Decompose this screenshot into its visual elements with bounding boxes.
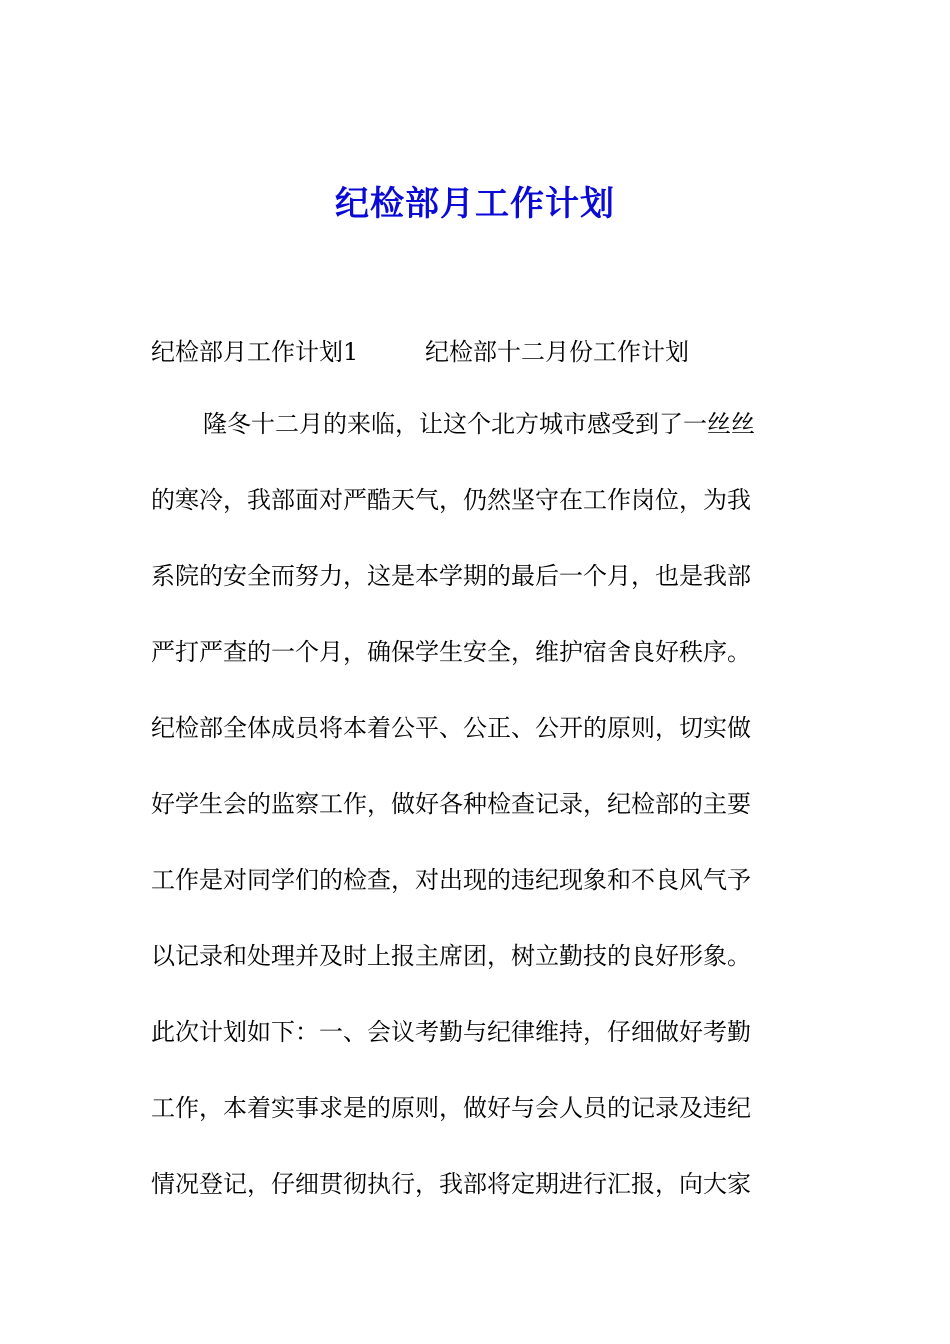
paragraph-line: 工作，本着实事求是的原则，做好与会人员的记录及违纪: [151, 1094, 751, 1122]
paragraph-line: 好学生会的监察工作，做好各种检查记录，纪检部的主要: [151, 790, 751, 818]
document-title: 纪检部月工作计划: [335, 184, 615, 224]
paragraph-line: 纪检部全体成员将本着公平、公正、公开的原则，切实做: [151, 714, 751, 742]
paragraph-line: 此次计划如下：一、会议考勤与纪律维持，仔细做好考勤: [151, 1018, 751, 1046]
paragraph-line: 系院的安全而努力，这是本学期的最后一个月，也是我部: [151, 562, 751, 590]
section-heading-right: 纪检部十二月份工作计划: [425, 338, 689, 366]
paragraph-line: 以记录和处理并及时上报主席团，树立勤技的良好形象。: [151, 942, 751, 970]
paragraph-line: 严打严查的一个月，确保学生安全，维护宿舍良好秩序。: [151, 638, 751, 666]
paragraph-line: 工作是对同学们的检查，对出现的违纪现象和不良风气予: [151, 866, 751, 894]
section-heading-left: 纪检部月工作计划1: [151, 338, 359, 366]
paragraph-line: 隆冬十二月的来临，让这个北方城市感受到了一丝丝: [203, 410, 755, 438]
paragraph-line: 的寒冷，我部面对严酷天气，仍然坚守在工作岗位，为我: [151, 486, 751, 514]
paragraph-line: 情况登记，仔细贯彻执行，我部将定期进行汇报，向大家: [151, 1170, 751, 1198]
body-paragraph: [151, 404, 791, 1240]
section-heading-row: [151, 332, 811, 372]
